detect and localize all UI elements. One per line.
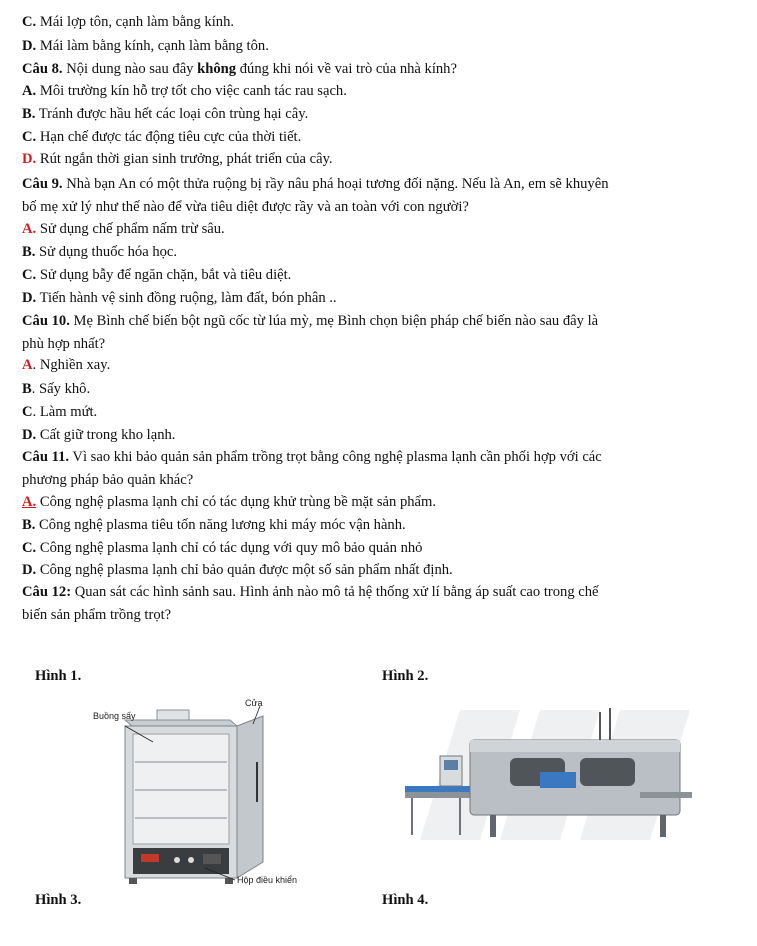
line-text: Mái làm bằng kính, cạnh làm bằng tôn. [36,38,269,54]
option-label: D. [22,38,37,54]
text-line [22,493,436,511]
line-text: phương pháp bảo quản khác? [22,472,194,488]
line-text: Hạn chế được tác động tiêu cực của thời tiết. [36,129,302,145]
option-label: D. [22,427,37,443]
line-text: Sử dụng chế phẩm nấm trừ sâu. [36,221,225,237]
line-text: biến sản phẩm trồng trọt? [22,607,172,623]
line-text: Môi trường kín hỗ trợ tốt cho việc canh tác rau sạch. [36,83,347,99]
line-text: Nhà bạn An có một thửa ruộng bị rầy nâu phá hoại tương đối nặng. Nếu là An, em sẽ khuyên [62,176,609,192]
option-label: A [22,357,33,373]
text-line [22,105,308,123]
text-line [22,583,599,601]
text-line [22,380,90,398]
line-text: Tiến hành vệ sinh đồng ruộng, làm đất, bón phân .. [36,290,337,306]
text-line [22,175,609,193]
option-label: A. [22,221,37,237]
option-label: D. [22,290,37,306]
option-label: C. [22,540,37,556]
figure-caption-2: Hình 2. [382,668,429,684]
question-text-part: đúng khi nói về vai trò của nhà kính? [236,61,457,77]
option-label: C. [22,14,37,30]
line-text: . Nghiền xay. [32,357,111,373]
text-line [22,60,457,78]
emphasis-text: không [197,61,237,77]
line-text: Vì sao khi bảo quản sản phẩm trồng trọt bằng công nghệ plasma lạnh cần phối hợp với các [69,449,602,465]
text-line [22,243,177,261]
text-line [22,335,105,353]
line-text: Công nghệ plasma lạnh chỉ có tác dụng với quy mô bảo quản nhỏ [36,540,423,556]
line-text: bố mẹ xử lý như thế nào để vừa tiêu diệt được rầy và an toàn với con người? [22,199,469,215]
option-label: B. [22,244,36,260]
text-line [22,150,333,168]
line-text: Cất giữ trong kho lạnh. [36,427,176,443]
text-line [22,266,291,284]
line-text: Mẹ Bình chế biến bột ngũ cốc từ lúa mỳ, mẹ Bình chọn biện pháp chế biến nào sau đây là [69,313,599,329]
line-text: Sử dụng thuốc hóa học. [35,244,178,260]
option-label: B [22,381,32,397]
option-label: B. [22,106,36,122]
option-label: D. [22,562,37,578]
option-label: A. [22,494,37,510]
line-text: Tránh được hầu hết các loại côn trùng hại cây. [35,106,309,122]
line-text: Quan sát các hình sảnh sau. Hình ảnh nào mô tả hệ thống xử lí bằng áp suất cao trong chế [71,584,599,600]
text-line [22,82,347,100]
text-line [22,220,225,238]
text-line [22,516,406,534]
question-text-part: Nội dung nào sau đây [62,61,198,77]
text-line [22,356,110,374]
figure-caption-4: Hình 4. [382,892,429,908]
option-label: C. [22,267,37,283]
text-line [22,426,175,444]
option-label: A. [22,83,37,99]
text-line [22,403,97,421]
option-label: Câu 12: [22,584,72,600]
callout-door: Cửa [245,698,263,708]
text-line [22,198,469,216]
text-line [22,37,269,55]
callout-chamber: Buồng sấy [93,711,136,721]
line-text: Sử dụng bẫy để ngăn chặn, bắt và tiêu diệt. [36,267,292,283]
option-label: C [22,404,33,420]
text-line [22,448,602,466]
option-label: Câu 9. [22,176,63,192]
line-text: Công nghệ plasma lạnh chỉ bảo quản được một số sản phẩm nhất định. [36,562,453,578]
line-text: . Sấy khô. [31,381,91,397]
text-line [22,13,234,31]
text-line [22,289,337,307]
text-line [22,606,171,624]
line-text: Mái lợp tôn, cạnh làm bằng kính. [36,14,235,30]
text-line [22,312,598,330]
option-label: Câu 10. [22,313,70,329]
option-label: Câu 8. [22,61,63,77]
text-line [22,539,422,557]
line-text: Công nghệ plasma tiêu tốn năng lương khi máy móc vận hành. [35,517,406,533]
text-line [22,561,453,579]
option-label: C. [22,129,37,145]
option-label: D. [22,151,37,167]
line-text: phù hợp nhất? [22,336,106,352]
callout-control: Hộp điều khiển [237,875,298,885]
figure-caption-3: Hình 3. [35,892,82,908]
option-label: B. [22,517,36,533]
text-line [22,128,301,146]
line-text: Rút ngắn thời gian sinh trưởng, phát triển của cây. [36,151,333,167]
option-label: Câu 11. [22,449,70,465]
text-line [22,471,193,489]
line-text: . Làm mứt. [32,404,98,420]
drying-oven-figure [85,692,325,892]
figure-caption-1: Hình 1. [35,668,82,684]
processing-machine-figure [400,700,695,850]
line-text: Công nghệ plasma lạnh chỉ có tác dụng khử trùng bề mặt sản phẩm. [36,494,437,510]
